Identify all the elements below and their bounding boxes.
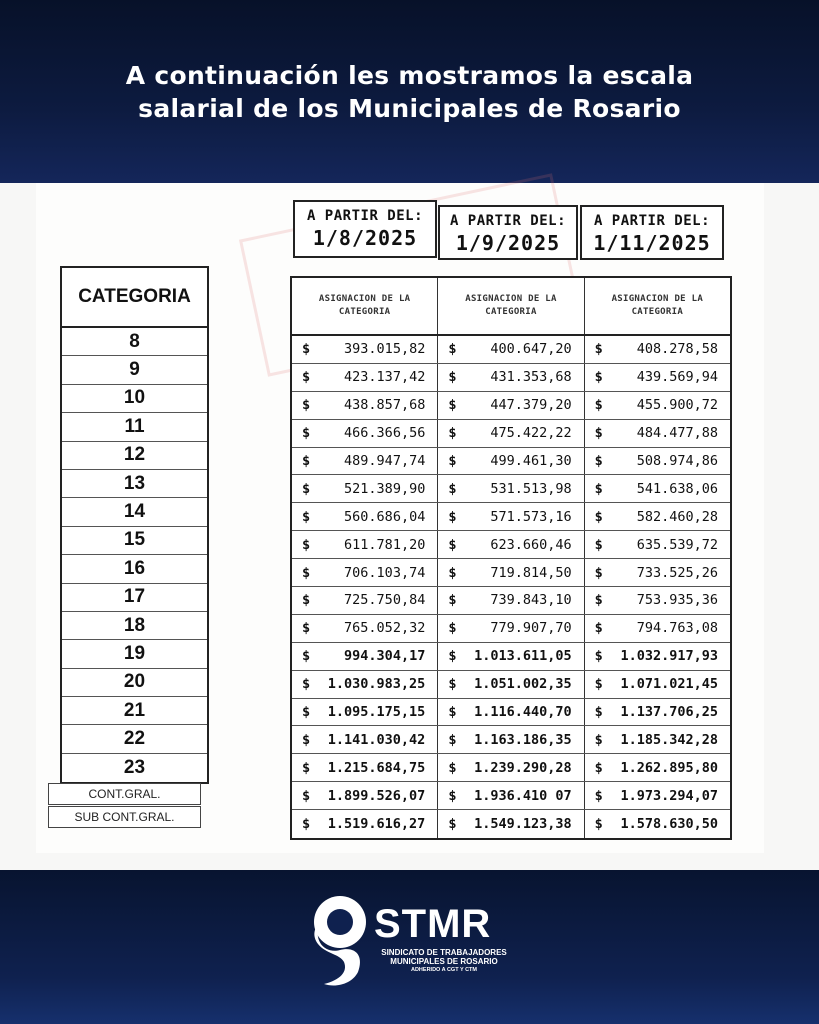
salary-amount: 623.660,46	[490, 536, 572, 553]
salary-amount: 635.539,72	[636, 536, 718, 553]
salary-amount: 1.215.684,75	[327, 759, 426, 776]
title-line-2: salarial de los Municipales de Rosario	[138, 93, 681, 123]
currency-symbol: $	[448, 508, 457, 525]
currency-symbol: $	[594, 453, 603, 469]
salary-cell	[438, 559, 584, 586]
table-row	[292, 420, 730, 448]
period-header-1	[293, 200, 437, 258]
table-row	[292, 643, 730, 671]
currency-symbol: $	[302, 787, 311, 804]
salary-cell	[438, 699, 584, 726]
salary-amount: 1.051.002,35	[474, 676, 572, 693]
category-cell: 9	[62, 356, 207, 384]
salary-cell	[438, 420, 584, 447]
page-title	[60, 59, 760, 125]
salary-amount: 393.015,82	[344, 341, 426, 358]
salary-cell	[585, 810, 730, 838]
salary-cell	[438, 754, 584, 781]
salary-cell	[292, 699, 438, 726]
currency-symbol: $	[448, 676, 457, 693]
table-row	[292, 726, 730, 754]
stmr-logo-icon	[306, 892, 372, 988]
period-header-3	[580, 205, 724, 260]
salary-amount: 779.907,70	[490, 620, 572, 637]
currency-symbol: $	[594, 816, 603, 833]
currency-symbol: $	[302, 425, 311, 442]
salary-amount: 499.461,30	[490, 453, 572, 469]
currency-symbol: $	[448, 648, 457, 665]
table-row	[292, 810, 730, 838]
salary-amount: 438.857,68	[344, 397, 426, 414]
currency-symbol: $	[302, 453, 311, 469]
salary-amount: 1.973.294,07	[620, 787, 718, 804]
salary-cell	[585, 336, 730, 363]
salary-amount: 508.974,86	[636, 453, 718, 469]
salary-cell	[585, 782, 730, 809]
currency-symbol: $	[594, 731, 603, 748]
currency-symbol: $	[594, 592, 603, 609]
category-cell: 14	[62, 498, 207, 526]
salary-cell	[585, 392, 730, 419]
column-header-2: ASIGNACION DE LA CATEGORIA	[438, 278, 584, 334]
category-cell: 20	[62, 669, 207, 697]
salary-cell	[585, 475, 730, 502]
salary-cell	[585, 643, 730, 670]
salary-cell	[585, 754, 730, 781]
salary-cell	[292, 754, 438, 781]
table-row	[292, 671, 730, 699]
category-cell: 23	[123, 757, 146, 779]
salary-cell	[438, 336, 584, 363]
table-row	[292, 448, 730, 476]
salary-cell	[438, 726, 584, 753]
salary-amount: 1.899.526,07	[327, 787, 426, 804]
currency-symbol: $	[448, 592, 457, 609]
salary-amount: 400.647,20	[490, 341, 572, 358]
salary-cell	[585, 420, 730, 447]
table-row	[292, 559, 730, 587]
currency-symbol: $	[302, 816, 311, 833]
stmr-logo	[306, 892, 516, 992]
table-row	[292, 475, 730, 503]
salary-amount: 1.013.611,05	[474, 648, 572, 665]
currency-symbol: $	[448, 620, 457, 637]
currency-symbol: $	[448, 341, 457, 358]
salary-cell	[585, 699, 730, 726]
logo-sub-line-1: SINDICATO DE TRABAJADORES	[381, 948, 507, 957]
currency-symbol: $	[302, 704, 311, 721]
currency-symbol: $	[594, 704, 603, 721]
salary-cell	[292, 392, 438, 419]
table-row	[292, 336, 730, 364]
currency-symbol: $	[448, 536, 457, 553]
table-row	[292, 503, 730, 531]
salary-amount: 521.389,90	[344, 480, 426, 497]
salary-cell	[438, 531, 584, 558]
salary-cell	[438, 782, 584, 809]
currency-symbol: $	[302, 397, 311, 414]
period-label: A PARTIR DEL:	[449, 213, 567, 229]
currency-symbol: $	[448, 564, 457, 581]
salary-cell	[438, 810, 584, 838]
salary-cell	[438, 671, 584, 698]
salary-amount: 484.477,88	[636, 425, 718, 442]
salary-table-header	[292, 278, 730, 336]
salary-amount: 611.781,20	[344, 536, 426, 553]
salary-amount: 582.460,28	[636, 508, 718, 525]
period-header-2	[438, 205, 578, 260]
salary-cell	[292, 587, 438, 614]
salary-cell	[292, 782, 438, 809]
currency-symbol: $	[448, 369, 457, 386]
salary-cell	[292, 810, 438, 838]
currency-symbol: $	[594, 676, 603, 693]
category-cell: 19	[62, 640, 207, 668]
currency-symbol: $	[302, 536, 311, 553]
currency-symbol: $	[302, 592, 311, 609]
table-row	[292, 531, 730, 559]
salary-amount: 1.030.983,25	[327, 676, 426, 693]
salary-amount: 1.163.186,35	[474, 731, 572, 748]
salary-amount: 1.262.895,80	[620, 759, 718, 776]
table-row	[292, 699, 730, 727]
salary-cell	[585, 364, 730, 391]
currency-symbol: $	[302, 676, 311, 693]
currency-symbol: $	[594, 536, 603, 553]
salary-cell	[585, 559, 730, 586]
table-row	[292, 615, 730, 643]
salary-cell	[438, 643, 584, 670]
salary-cell	[292, 615, 438, 642]
category-cell: 13	[62, 470, 207, 498]
period-date: 1/11/2025	[593, 231, 711, 255]
currency-symbol: $	[302, 480, 311, 497]
currency-symbol: $	[594, 508, 603, 525]
category-cell: 18	[62, 612, 207, 640]
logo-name: STMR	[374, 902, 492, 946]
currency-symbol: $	[594, 480, 603, 497]
salary-cell	[585, 726, 730, 753]
salary-cell	[292, 531, 438, 558]
currency-symbol: $	[302, 341, 311, 358]
logo-subtitle	[374, 948, 514, 974]
category-column	[60, 266, 209, 784]
salary-cell	[585, 531, 730, 558]
currency-symbol: $	[448, 453, 457, 469]
salary-cell	[292, 420, 438, 447]
salary-amount: 455.900,72	[636, 397, 718, 414]
category-sub-cont-gral: SUB CONT.GRAL.	[48, 806, 201, 828]
column-header-1: ASIGNACION DE LA CATEGORIA	[292, 278, 438, 334]
salary-amount: 408.278,58	[636, 341, 718, 358]
salary-cell	[585, 671, 730, 698]
currency-symbol: $	[448, 816, 457, 833]
salary-amount: 1.116.440,70	[474, 704, 572, 721]
currency-symbol: $	[594, 564, 603, 581]
salary-cell	[585, 448, 730, 475]
salary-cell	[292, 503, 438, 530]
salary-cell	[292, 336, 438, 363]
category-cell: 12	[62, 442, 207, 470]
salary-cell	[438, 587, 584, 614]
salary-cell	[438, 448, 584, 475]
currency-symbol: $	[302, 508, 311, 525]
currency-symbol: $	[594, 787, 603, 804]
salary-table	[290, 276, 732, 840]
salary-amount: 1.032.917,93	[620, 648, 718, 665]
period-date: 1/9/2025	[455, 231, 561, 255]
table-row	[292, 782, 730, 810]
column-header-3: ASIGNACION DE LA CATEGORIA	[611, 294, 704, 317]
period-date: 1/8/2025	[312, 226, 418, 250]
salary-cell	[438, 475, 584, 502]
salary-amount: 1.239.290,28	[474, 759, 572, 776]
currency-symbol: $	[302, 369, 311, 386]
table-row	[292, 587, 730, 615]
salary-amount: 531.513,98	[490, 480, 572, 497]
salary-amount: 541.638,06	[636, 480, 718, 497]
period-label: A PARTIR DEL:	[593, 213, 711, 229]
title-line-1: A continuación les mostramos la escala	[125, 60, 694, 90]
salary-amount: 765.052,32	[344, 620, 426, 637]
category-cell: 10	[62, 385, 207, 413]
table-row	[292, 364, 730, 392]
salary-cell	[292, 559, 438, 586]
currency-symbol: $	[594, 425, 603, 442]
salary-cell	[292, 726, 438, 753]
currency-symbol: $	[594, 759, 603, 776]
category-cell: 16	[62, 555, 207, 583]
currency-symbol: $	[448, 704, 457, 721]
currency-symbol: $	[302, 564, 311, 581]
salary-amount: 719.814,50	[490, 564, 572, 581]
currency-symbol: $	[302, 759, 311, 776]
category-cell: 8	[62, 328, 207, 356]
currency-symbol: $	[594, 620, 603, 637]
salary-cell	[438, 503, 584, 530]
salary-amount: 560.686,04	[344, 508, 426, 525]
salary-cell	[292, 643, 438, 670]
category-header: CATEGORIA	[62, 268, 207, 328]
salary-amount: 706.103,74	[344, 564, 426, 581]
salary-amount: 466.366,56	[344, 425, 426, 442]
currency-symbol: $	[594, 648, 603, 665]
salary-cell	[585, 503, 730, 530]
currency-symbol: $	[594, 397, 603, 414]
table-row	[292, 754, 730, 782]
salary-cell	[438, 392, 584, 419]
salary-cell	[585, 615, 730, 642]
salary-amount: 423.137,42	[344, 369, 426, 386]
salary-amount: 733.525,26	[636, 564, 718, 581]
category-cell: 11	[62, 413, 207, 441]
currency-symbol: $	[448, 787, 457, 804]
salary-amount: 1.071.021,45	[620, 676, 718, 693]
salary-amount: 439.569,94	[636, 369, 718, 386]
category-cell: 21	[62, 697, 207, 725]
salary-amount: 1.519.616,27	[327, 816, 426, 833]
salary-amount: 1.095.175,15	[327, 704, 426, 721]
salary-amount: 753.935,36	[636, 592, 718, 609]
currency-symbol: $	[448, 480, 457, 497]
salary-amount: 475.422,22	[490, 425, 572, 442]
salary-amount: 431.353,68	[490, 369, 572, 386]
salary-cell	[292, 364, 438, 391]
salary-amount: 1.141.030,42	[327, 731, 426, 748]
salary-amount: 447.379,20	[490, 397, 572, 414]
salary-cell	[292, 448, 438, 475]
salary-amount: 1.578.630,50	[620, 816, 718, 833]
salary-amount: 1.549.123,38	[474, 816, 572, 833]
salary-cell	[292, 671, 438, 698]
currency-symbol: $	[448, 759, 457, 776]
salary-cell	[292, 475, 438, 502]
salary-cell	[438, 364, 584, 391]
currency-symbol: $	[594, 341, 603, 358]
logo-sub-line-2: MUNICIPALES DE ROSARIO	[390, 957, 498, 966]
salary-amount: 1.137.706,25	[620, 704, 718, 721]
salary-amount: 1.185.342,28	[620, 731, 718, 748]
currency-symbol: $	[302, 620, 311, 637]
currency-symbol: $	[302, 648, 311, 665]
currency-symbol: $	[448, 425, 457, 442]
logo-sub-line-3: ADHERIDO A CGT Y CTM	[410, 967, 477, 973]
salary-amount: 739.843,10	[490, 592, 572, 609]
salary-cell	[585, 587, 730, 614]
salary-amount: 994.304,17	[344, 648, 426, 665]
category-cont-gral: CONT.GRAL.	[48, 783, 201, 805]
currency-symbol: $	[594, 369, 603, 386]
salary-amount: 571.573,16	[490, 508, 572, 525]
currency-symbol: $	[448, 731, 457, 748]
table-row	[292, 392, 730, 420]
currency-symbol: $	[302, 731, 311, 748]
currency-symbol: $	[448, 397, 457, 414]
salary-amount: 794.763,08	[636, 620, 718, 637]
period-label: A PARTIR DEL:	[306, 208, 424, 224]
salary-amount: 489.947,74	[344, 453, 426, 469]
salary-cell	[438, 615, 584, 642]
salary-amount: 1.936.410 07	[474, 787, 572, 804]
category-cell: 22	[62, 725, 207, 753]
salary-amount: 725.750,84	[344, 592, 426, 609]
category-cell: 15	[62, 527, 207, 555]
category-cell: 17	[62, 584, 207, 612]
header-banner	[0, 0, 819, 183]
